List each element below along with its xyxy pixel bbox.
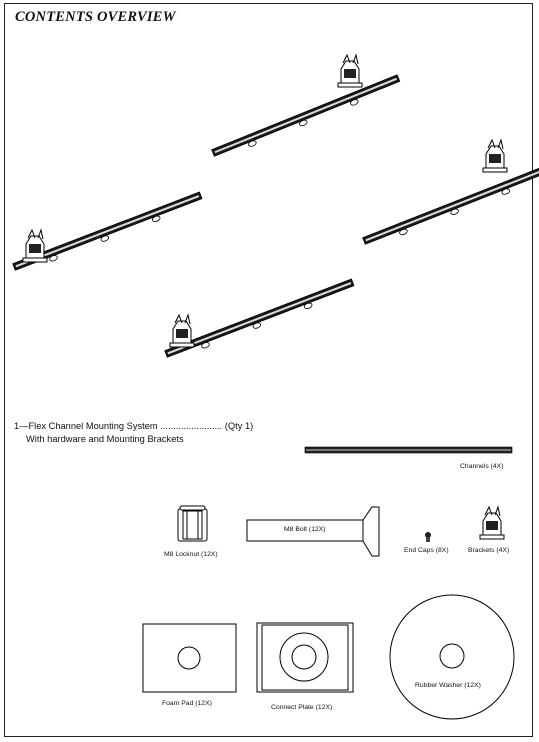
rubber-washer-part [390, 595, 514, 719]
locknut-label: M8 Locknut (12X) [164, 551, 218, 558]
channel-assembly-1 [212, 55, 402, 161]
bolt-label: M8 Bolt (12X) [284, 526, 326, 533]
locknut-part [178, 506, 207, 541]
contents-description [14, 420, 253, 445]
foam-pad-label: Foam Pad (12X) [162, 700, 212, 707]
rubber-washer-label: Rubber Washer (12X) [415, 682, 481, 689]
channel-assembly-3 [363, 140, 539, 249]
description-line-2: With hardware and Mounting Brackets [26, 433, 184, 444]
channels-part [305, 447, 512, 453]
brackets-label: Brackets (4X) [468, 547, 510, 554]
end-cap-part [425, 532, 431, 542]
page-title: CONTENTS OVERVIEW [15, 9, 176, 25]
end-caps-label: End Caps (8X) [404, 547, 449, 554]
connect-plate-label: Connect Plate (12X) [271, 704, 333, 711]
channels-label: Channels (4X) [460, 463, 504, 470]
channel-assembly-4 [165, 279, 356, 362]
channel-assembly-2 [13, 192, 204, 275]
connect-plate-part [257, 623, 353, 692]
bracket-part [480, 507, 504, 539]
description-line-1: 1—Flex Channel Mounting System ........................ (Qty 1) [14, 421, 254, 431]
foam-pad-part [143, 624, 236, 692]
